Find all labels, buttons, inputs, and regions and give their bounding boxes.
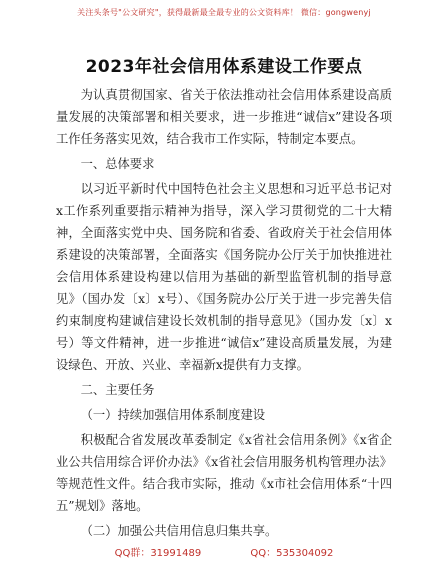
system-building-paragraph: 积极配合省发展改革委制定《x省社会信用条例》《x省企业公共信用综合评价办法》《x省社会信用服务机构管理办法》等规范性文件。结合我市实际，推动《x市社会信用体系“十四五”规划》落地。 xyxy=(56,433,392,513)
general-requirements-paragraph: 以习近平新时代中国特色社会主义思想和习近平总书记对x工作系列重要指示精神为指导，深入学习贯彻党的二十大精神，全面落实党中央、国务院和省委、省政府关于社会信用体系建设的决策部署，全面落实《国务院办公厅关于加快推进社会信用体系建设构建以信用为基础的新型监管机制的指导意见》（国办发〔x〕x号）、《国务院办公厅关于进一步完善失信约束制度构建诚信建设长效机制的指导意见》（国办发〔x〕x号）等文件精神，进一步推进“诚信x”建设高质量发展，为建设绿色、开放、兴业、幸福新x提供有力支撑。 xyxy=(56,182,392,372)
intro-paragraph: 为认真贯彻国家、省关于依法推动社会信用体系建设高质量发展的决策部署和相关要求，进一步推进“诚信x”建设各项工作任务落实见效，结合我市工作实际，特制定本要点。 xyxy=(56,88,392,146)
header-banner: 关注头条号"公文研究"，获得最新最全最专业的公文资料库！ 微信：gongwenyj xyxy=(77,8,371,17)
section-heading-general: 一、总体要求 xyxy=(80,157,155,171)
section-heading-tasks: 二、主要任务 xyxy=(80,383,155,397)
footer-qq-group: QQ群：31991489 xyxy=(114,548,202,559)
subheading-info-sharing: （二）加强公共信用信息归集共享。 xyxy=(80,524,278,538)
page-title: 2023年社会信用体系建设工作要点 xyxy=(85,57,363,77)
subheading-system-building: （一）持续加强信用体系制度建设 xyxy=(80,408,266,422)
footer-contact xyxy=(0,544,448,559)
footer-qq: QQ：535304092 xyxy=(250,548,334,559)
document-body xyxy=(56,84,392,545)
